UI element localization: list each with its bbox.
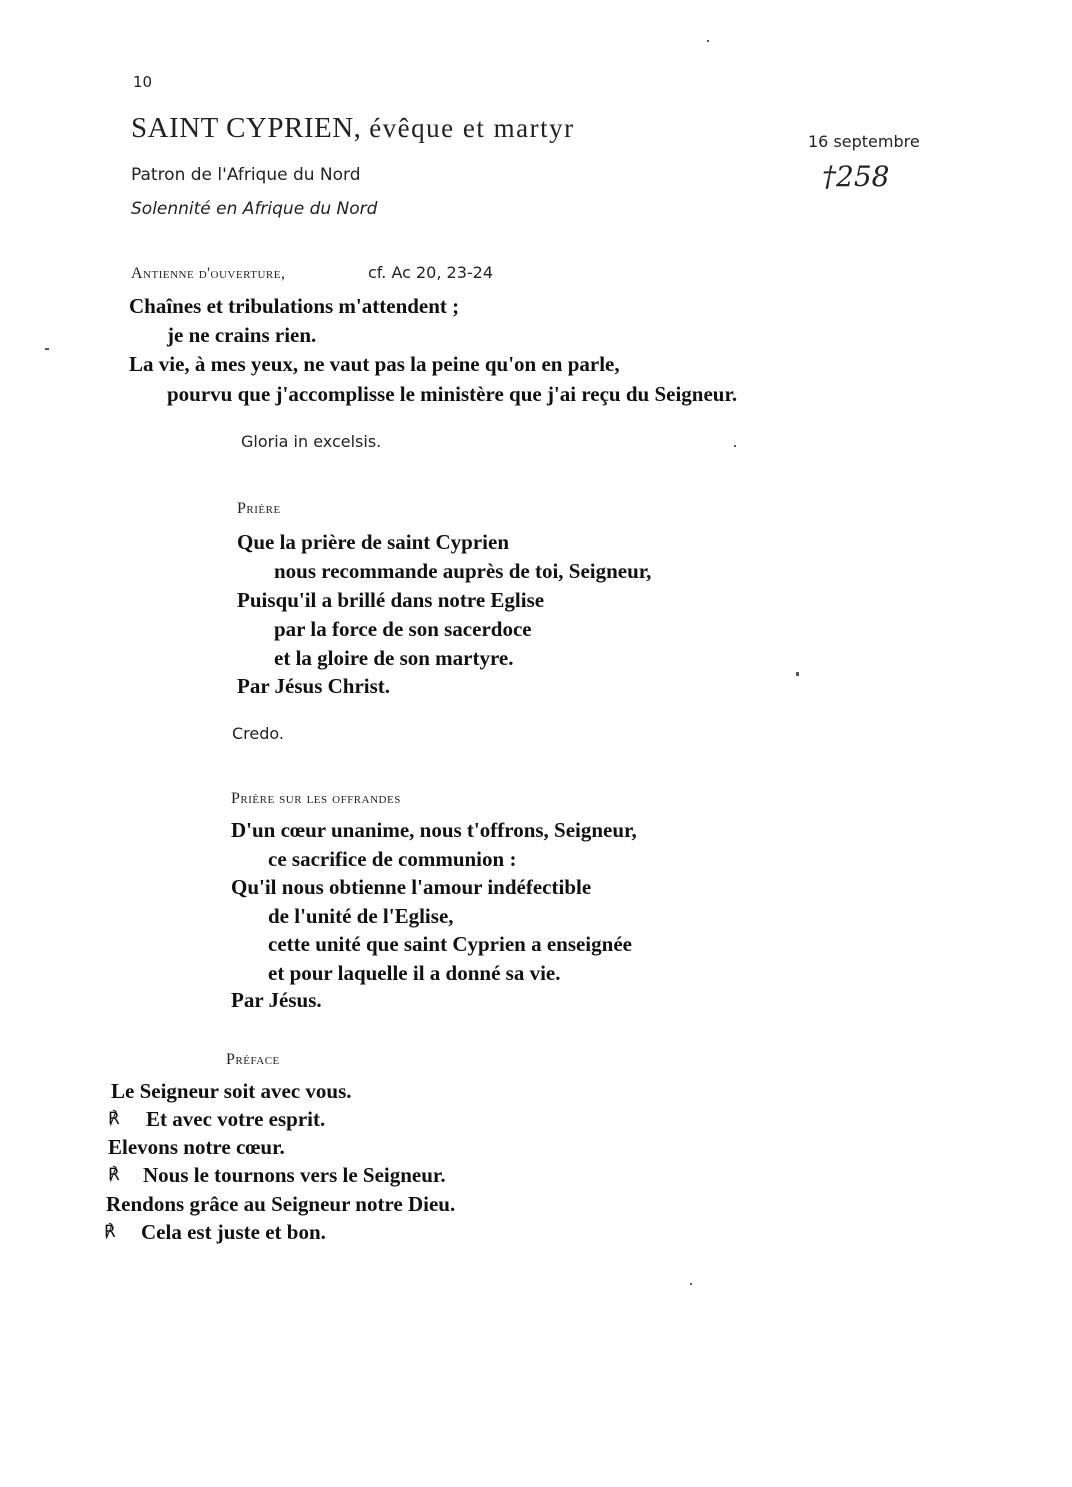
response-icon: ℟ <box>104 1222 116 1242</box>
section-heading-preface: Préface <box>226 1051 280 1068</box>
response-icon: ℟ <box>108 1109 120 1129</box>
priere-line: Que la prière de saint Cyprien <box>237 530 510 554</box>
scan-speck <box>690 1283 692 1285</box>
preface-line: Rendons grâce au Seigneur notre Dieu. <box>106 1192 456 1216</box>
preface-line: Le Seigneur soit avec vous. <box>111 1079 352 1103</box>
offrandes-line: ce sacrifice de communion : <box>268 847 517 871</box>
preface-response: Cela est juste et bon. <box>141 1220 326 1244</box>
antienne-line: Chaînes et tribulations m'attendent ; <box>129 294 460 318</box>
scan-speck <box>707 40 709 42</box>
response-icon: ℟ <box>108 1165 120 1185</box>
offrandes-line: D'un cœur unanime, nous t'offrons, Seigneur, <box>231 818 637 842</box>
antienne-line: je ne crains rien. <box>167 323 317 347</box>
priere-line: nous recommande auprès de toi, Seigneur, <box>274 559 652 583</box>
antienne-reference: cf. Ac 20, 23-24 <box>368 263 494 282</box>
section-heading-offrandes: Prière sur les offrandes <box>231 790 401 807</box>
preface-line: Elevons notre cœur. <box>108 1135 285 1159</box>
credo-rubric: Credo. <box>232 724 284 743</box>
scan-speck <box>734 445 736 447</box>
priere-line: Par Jésus Christ. <box>237 674 391 698</box>
section-heading-priere: Prière <box>237 500 281 517</box>
subtitle: Patron de l'Afrique du Nord <box>131 165 361 185</box>
offrandes-line: de l'unité de l'Eglise, <box>268 904 454 928</box>
page-number: 10 <box>133 73 153 91</box>
handwritten-note: †258 <box>822 160 890 193</box>
priere-line: et la gloire de son martyre. <box>274 646 514 670</box>
rank: Solennité en Afrique du Nord <box>131 199 378 219</box>
offrandes-line: et pour laquelle il a donné sa vie. <box>268 961 561 985</box>
offrandes-line: Par Jésus. <box>231 988 322 1012</box>
feast-date: 16 septembre <box>808 132 920 151</box>
section-heading-antienne: Antienne d'ouverture, <box>131 265 286 282</box>
scan-speck <box>796 672 799 676</box>
preface-response: Et avec votre esprit. <box>146 1107 326 1131</box>
gloria-rubric: Gloria in excelsis. <box>241 432 382 451</box>
page-title <box>131 114 575 143</box>
scan-speck <box>45 348 49 350</box>
title-saint-name: SAINT CYPRIEN, <box>131 112 362 144</box>
offrandes-line: cette unité que saint Cyprien a enseignée <box>268 932 632 956</box>
preface-response: Nous le tournons vers le Seigneur. <box>143 1163 446 1187</box>
priere-line: Puisqu'il a brillé dans notre Eglise <box>237 588 545 612</box>
antienne-line: La vie, à mes yeux, ne vaut pas la peine qu'on en parle, <box>129 352 620 376</box>
offrandes-line: Qu'il nous obtienne l'amour indéfectible <box>231 875 592 899</box>
title-qualifier: évêque et martyr <box>369 113 575 143</box>
antienne-line: pourvu que j'accomplisse le ministère que j'ai reçu du Seigneur. <box>167 382 738 406</box>
priere-line: par la force de son sacerdoce <box>274 617 532 641</box>
